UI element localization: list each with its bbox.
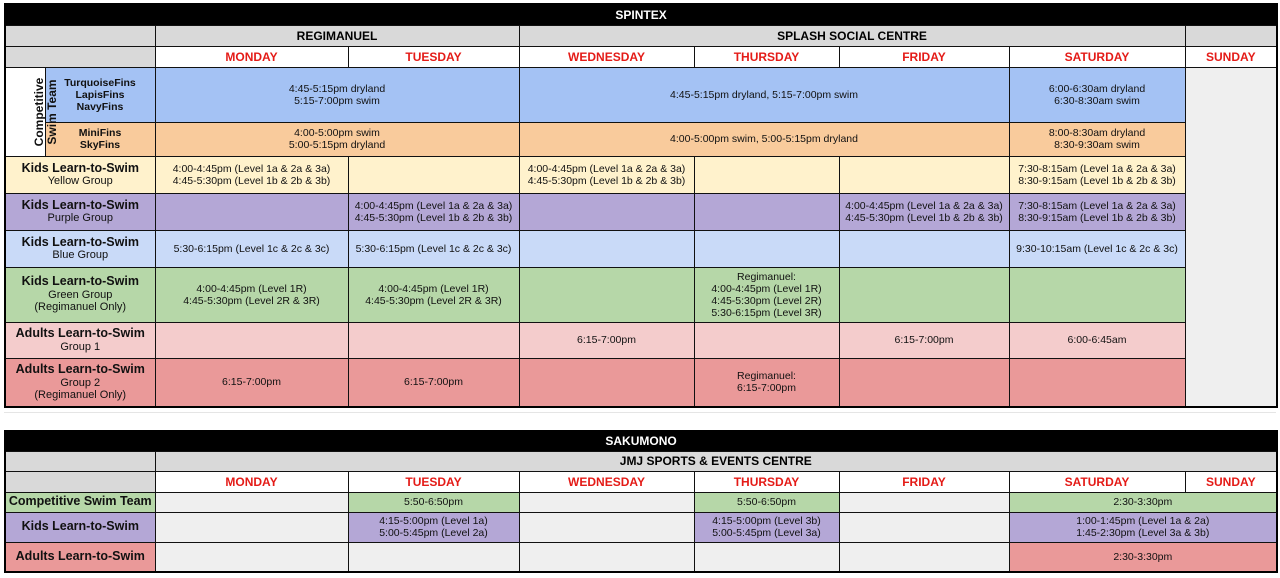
sak-adults-tuesday <box>348 542 519 572</box>
spintex-title: SPINTEX <box>5 4 1277 25</box>
yellow-tuesday <box>348 156 519 193</box>
day-wednesday: WEDNESDAY <box>519 471 694 492</box>
venue-splash-social-centre: SPLASH SOCIAL CENTRE <box>519 25 1185 46</box>
fins-group-upper: TurquoiseFins LapisFins NavyFins <box>45 67 155 122</box>
venue-jmj: JMJ SPORTS & EVENTS CENTRE <box>155 451 1277 471</box>
sak-kids-wednesday <box>519 512 694 542</box>
adults-group1-label: Adults Learn-to-Swim Group 1 <box>5 322 155 358</box>
purple-tuesday: 4:00-4:45pm (Level 1a & 2a & 3a) 4:45-5:30pm (Level 1b & 2b & 3b) <box>348 193 519 230</box>
day-tuesday: TUESDAY <box>348 46 519 67</box>
adults1-saturday: 6:00-6:45am <box>1009 322 1185 358</box>
sak-adults-wednesday <box>519 542 694 572</box>
adults2-saturday <box>1009 358 1185 407</box>
corner-cell <box>5 25 155 46</box>
yellow-group-label: Kids Learn-to-Swim Yellow Group <box>5 156 155 193</box>
sak-comp-wednesday <box>519 492 694 512</box>
adults1-wednesday: 6:15-7:00pm <box>519 322 694 358</box>
sak-kids-label: Kids Learn-to-Swim <box>5 512 155 542</box>
fins-group-lower: MiniFins SkyFins <box>45 122 155 156</box>
green-wednesday <box>519 267 694 322</box>
adults-group2-label: Adults Learn-to-Swim Group 2 (Regimanuel Only) <box>5 358 155 407</box>
purple-friday: 4:00-4:45pm (Level 1a & 2a & 3a) 4:45-5:30pm (Level 1b & 2b & 3b) <box>839 193 1009 230</box>
blue-tuesday: 5:30-6:15pm (Level 1c & 2c & 3c) <box>348 230 519 267</box>
adults1-friday: 6:15-7:00pm <box>839 322 1009 358</box>
adults2-wednesday <box>519 358 694 407</box>
blue-wednesday <box>519 230 694 267</box>
sak-adults-thursday <box>694 542 839 572</box>
comp-lower-regimanuel: 4:00-5:00pm swim 5:00-5:15pm dryland <box>155 122 519 156</box>
sak-kids-tuesday: 4:15-5:00pm (Level 1a) 5:00-5:45pm (Level 2a) <box>348 512 519 542</box>
purple-monday <box>155 193 348 230</box>
blue-group-label: Kids Learn-to-Swim Blue Group <box>5 230 155 267</box>
green-monday: 4:00-4:45pm (Level 1R) 4:45-5:30pm (Level 2R & 3R) <box>155 267 348 322</box>
day-thursday: THURSDAY <box>694 46 839 67</box>
yellow-wednesday: 4:00-4:45pm (Level 1a & 2a & 3a) 4:45-5:30pm (Level 1b & 2b & 3b) <box>519 156 694 193</box>
sak-competitive-label: Competitive Swim Team <box>5 492 155 512</box>
sunday-column-blank <box>1185 67 1277 407</box>
corner-cell <box>5 471 155 492</box>
sak-adults-monday <box>155 542 348 572</box>
sak-comp-friday <box>839 492 1009 512</box>
adults1-tuesday <box>348 322 519 358</box>
sak-kids-friday <box>839 512 1009 542</box>
sakumono-title: SAKUMONO <box>5 431 1277 451</box>
green-friday <box>839 267 1009 322</box>
day-friday: FRIDAY <box>839 471 1009 492</box>
day-sunday: SUNDAY <box>1185 471 1277 492</box>
blue-monday: 5:30-6:15pm (Level 1c & 2c & 3c) <box>155 230 348 267</box>
yellow-thursday <box>694 156 839 193</box>
purple-group-label: Kids Learn-to-Swim Purple Group <box>5 193 155 230</box>
adults1-monday <box>155 322 348 358</box>
blue-saturday: 9:30-10:15am (Level 1c & 2c & 3c) <box>1009 230 1185 267</box>
comp-upper-splash: 4:45-5:15pm dryland, 5:15-7:00pm swim <box>519 67 1009 122</box>
sak-comp-monday <box>155 492 348 512</box>
day-saturday: SATURDAY <box>1009 46 1185 67</box>
sak-adults-weekend: 2:30-3:30pm <box>1009 542 1277 572</box>
corner-cell <box>5 46 155 67</box>
green-thursday: Regimanuel: 4:00-4:45pm (Level 1R) 4:45-5:30pm (Level 2R) 5:30-6:15pm (Level 3R) <box>694 267 839 322</box>
purple-wednesday <box>519 193 694 230</box>
green-tuesday: 4:00-4:45pm (Level 1R) 4:45-5:30pm (Level 2R & 3R) <box>348 267 519 322</box>
venue-regimanuel: REGIMANUEL <box>155 25 519 46</box>
yellow-monday: 4:00-4:45pm (Level 1a & 2a & 3a) 4:45-5:30pm (Level 1b & 2b & 3b) <box>155 156 348 193</box>
sak-adults-label: Adults Learn-to-Swim <box>5 542 155 572</box>
adults1-thursday <box>694 322 839 358</box>
purple-saturday: 7:30-8:15am (Level 1a & 2a & 3a) 8:30-9:15am (Level 1b & 2b & 3b) <box>1009 193 1185 230</box>
comp-upper-saturday: 6:00-6:30am dryland 6:30-8:30am swim <box>1009 67 1185 122</box>
competitive-swim-team-label: Competitive Swim Team <box>5 67 45 156</box>
blue-friday <box>839 230 1009 267</box>
yellow-saturday: 7:30-8:15am (Level 1a & 2a & 3a) 8:30-9:15am (Level 1b & 2b & 3b) <box>1009 156 1185 193</box>
venue-sunday-blank <box>1185 25 1277 46</box>
comp-lower-splash: 4:00-5:00pm swim, 5:00-5:15pm dryland <box>519 122 1009 156</box>
day-tuesday: TUESDAY <box>348 471 519 492</box>
adults2-tuesday: 6:15-7:00pm <box>348 358 519 407</box>
green-saturday <box>1009 267 1185 322</box>
sak-kids-thursday: 4:15-5:00pm (Level 3b) 5:00-5:45pm (Level 3a) <box>694 512 839 542</box>
day-thursday: THURSDAY <box>694 471 839 492</box>
spintex-schedule <box>4 3 1278 408</box>
sak-comp-weekend: 2:30-3:30pm <box>1009 492 1277 512</box>
blue-thursday <box>694 230 839 267</box>
yellow-friday <box>839 156 1009 193</box>
adults2-friday <box>839 358 1009 407</box>
sak-comp-tuesday: 5:50-6:50pm <box>348 492 519 512</box>
day-monday: MONDAY <box>155 46 348 67</box>
sak-comp-thursday: 5:50-6:50pm <box>694 492 839 512</box>
sak-kids-monday <box>155 512 348 542</box>
day-monday: MONDAY <box>155 471 348 492</box>
day-sunday: SUNDAY <box>1185 46 1277 67</box>
day-friday: FRIDAY <box>839 46 1009 67</box>
adults2-monday: 6:15-7:00pm <box>155 358 348 407</box>
green-group-label: Kids Learn-to-Swim Green Group (Regimanuel Only) <box>5 267 155 322</box>
sak-kids-weekend: 1:00-1:45pm (Level 1a & 2a) 1:45-2:30pm (Level 3a & 3b) <box>1009 512 1277 542</box>
corner-cell <box>5 451 155 471</box>
comp-lower-saturday: 8:00-8:30am dryland 8:30-9:30am swim <box>1009 122 1185 156</box>
comp-upper-regimanuel: 4:45-5:15pm dryland 5:15-7:00pm swim <box>155 67 519 122</box>
purple-thursday <box>694 193 839 230</box>
sakumono-schedule <box>4 430 1278 573</box>
day-saturday: SATURDAY <box>1009 471 1185 492</box>
adults2-thursday: Regimanuel: 6:15-7:00pm <box>694 358 839 407</box>
day-wednesday: WEDNESDAY <box>519 46 694 67</box>
spacer-row <box>4 412 1276 428</box>
sak-adults-friday <box>839 542 1009 572</box>
